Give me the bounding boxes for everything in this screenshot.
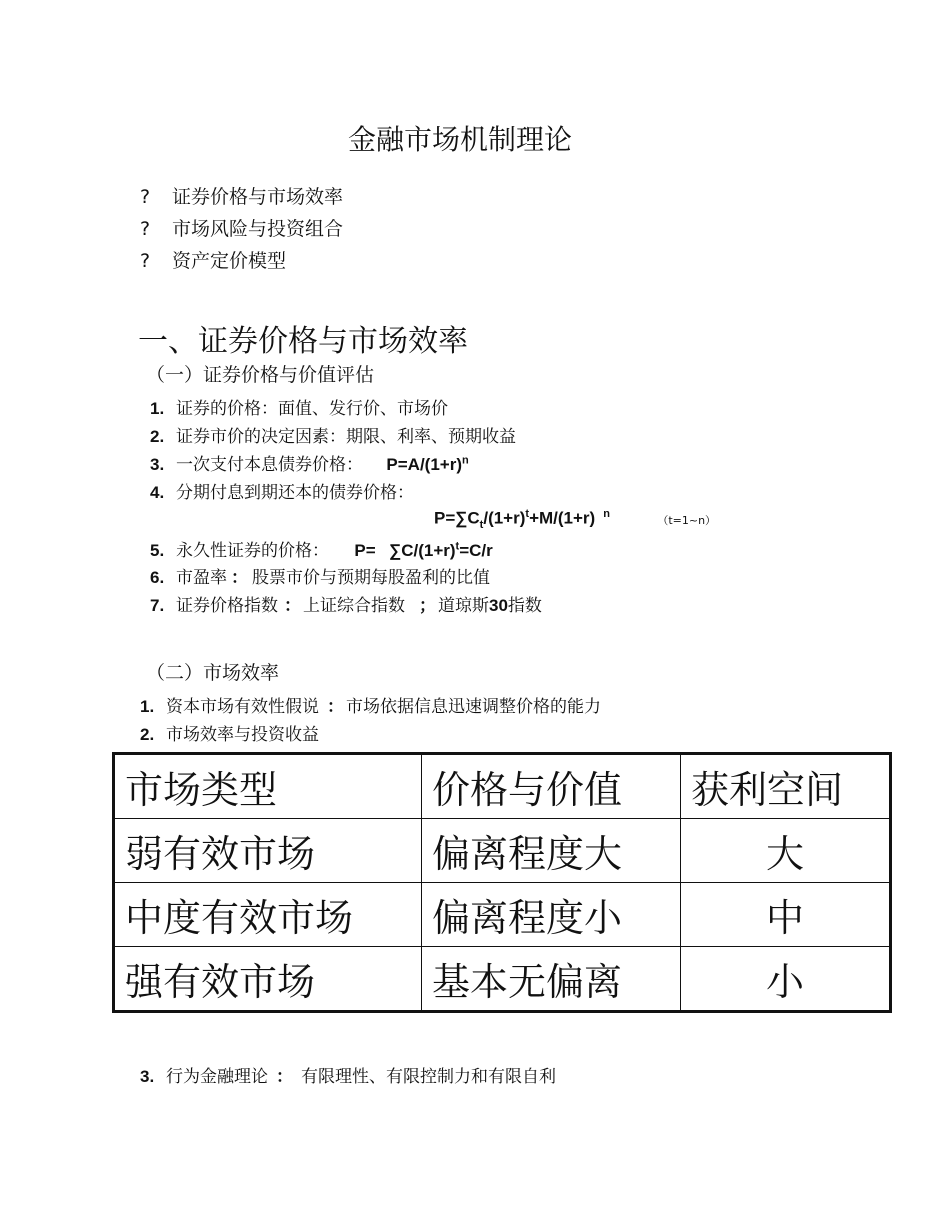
table-header-row	[114, 754, 891, 819]
item-number: 1.	[140, 697, 155, 716]
item-text: 市盈率	[176, 568, 227, 588]
table-header-cell: 市场类型	[114, 754, 422, 819]
table-cell: 弱有效市场	[114, 819, 422, 883]
toc-item	[140, 246, 286, 273]
item-text: 证券的价格：面值、发行价、市场价	[176, 399, 448, 419]
item-number: 4.	[150, 483, 165, 502]
formula-line	[434, 508, 716, 531]
item-number: 3.	[150, 455, 165, 474]
formula: +M/(1+r)	[529, 508, 596, 528]
item-number: 7.	[150, 596, 165, 615]
separator: ；	[419, 596, 436, 615]
toc-bullet: ?	[140, 250, 151, 272]
list-item	[150, 422, 516, 447]
formula: =C/r	[459, 541, 493, 560]
item-number: 2.	[150, 427, 165, 446]
formula: ∑C/(1+r)	[389, 541, 456, 560]
table-cell: 中度有效市场	[114, 883, 422, 947]
item-text: 股票市价与预期每股盈利的比值	[252, 568, 490, 588]
separator: ：	[231, 568, 248, 587]
market-efficiency-table	[112, 752, 892, 1013]
toc-bullet: ?	[140, 218, 151, 240]
list-item	[140, 720, 319, 745]
list-item	[150, 591, 542, 616]
table-cell: 中	[681, 883, 891, 947]
list-item	[140, 692, 601, 717]
table-row	[114, 883, 891, 947]
item-text: 道琼斯	[438, 596, 489, 616]
separator: ：	[276, 1067, 293, 1086]
table-cell: 偏离程度小	[422, 883, 681, 947]
formula: P=	[354, 541, 376, 560]
toc-item	[140, 214, 343, 241]
table-header-cell: 获利空间	[681, 754, 891, 819]
list-item	[150, 450, 469, 475]
table-cell: 大	[681, 819, 891, 883]
page-title: 金融市场机制理论	[347, 123, 572, 156]
table-row	[114, 947, 891, 1012]
formula: P=∑C	[434, 508, 480, 528]
separator: ：	[284, 596, 301, 615]
table-cell: 偏离程度大	[422, 819, 681, 883]
list-item	[140, 1062, 556, 1087]
formula: P=A/(1+r)	[386, 455, 462, 474]
item-text: 指数	[507, 596, 542, 616]
table-row	[114, 819, 891, 883]
formula-sup: n	[603, 508, 610, 520]
item-number: 1.	[150, 399, 165, 418]
item-text: 一次支付本息债券价格：	[176, 455, 363, 475]
list-item	[150, 563, 490, 588]
item-text: 行为金融理论	[166, 1067, 268, 1087]
table-header-cell: 价格与价值	[422, 754, 681, 819]
item-text: 市场依据信息迅速调整价格的能力	[346, 697, 601, 717]
item-number: 6.	[150, 568, 165, 587]
item-text: 资本市场有效性假说	[166, 697, 319, 717]
subsection-heading: （一）证券价格与价值评估	[146, 364, 375, 386]
item-text: 证券价格指数	[176, 596, 278, 616]
item-text: 有限理性、有限控制力和有限自利	[301, 1067, 556, 1087]
item-text: 上证综合指数	[303, 596, 405, 616]
subsection-heading: （二）市场效率	[146, 662, 280, 684]
toc-text: 市场风险与投资组合	[172, 218, 344, 240]
item-text: 市场效率与投资收益	[166, 725, 319, 745]
list-item	[150, 478, 414, 503]
list-item	[150, 394, 448, 419]
table-cell: 基本无偏离	[422, 947, 681, 1012]
formula-sup: t	[455, 540, 460, 553]
item-text: 永久性证券的价格：	[176, 541, 329, 561]
formula-sup: n	[462, 454, 469, 467]
formula-range: （t=1~n）	[657, 513, 717, 527]
list-item	[150, 536, 493, 561]
item-text-bold: 30	[489, 596, 508, 615]
table-cell: 小	[681, 947, 891, 1012]
item-number: 5.	[150, 541, 165, 560]
item-number: 2.	[140, 725, 155, 744]
toc-bullet: ?	[140, 186, 151, 208]
item-text: 证券市价的决定因素：期限、利率、预期收益	[176, 427, 516, 447]
formula-sup: t	[525, 508, 530, 520]
item-number: 3.	[140, 1067, 155, 1086]
toc-item	[140, 182, 343, 209]
section-heading: 一、证券价格与市场效率	[138, 324, 468, 359]
formula: /(1+r)	[483, 508, 526, 528]
separator: ：	[327, 697, 344, 716]
formula-sub: t	[479, 519, 484, 532]
toc-text: 资产定价模型	[172, 250, 287, 272]
toc-text: 证券价格与市场效率	[172, 186, 344, 208]
item-text: 分期付息到期还本的债券价格：	[176, 483, 414, 503]
table-cell: 强有效市场	[114, 947, 422, 1012]
